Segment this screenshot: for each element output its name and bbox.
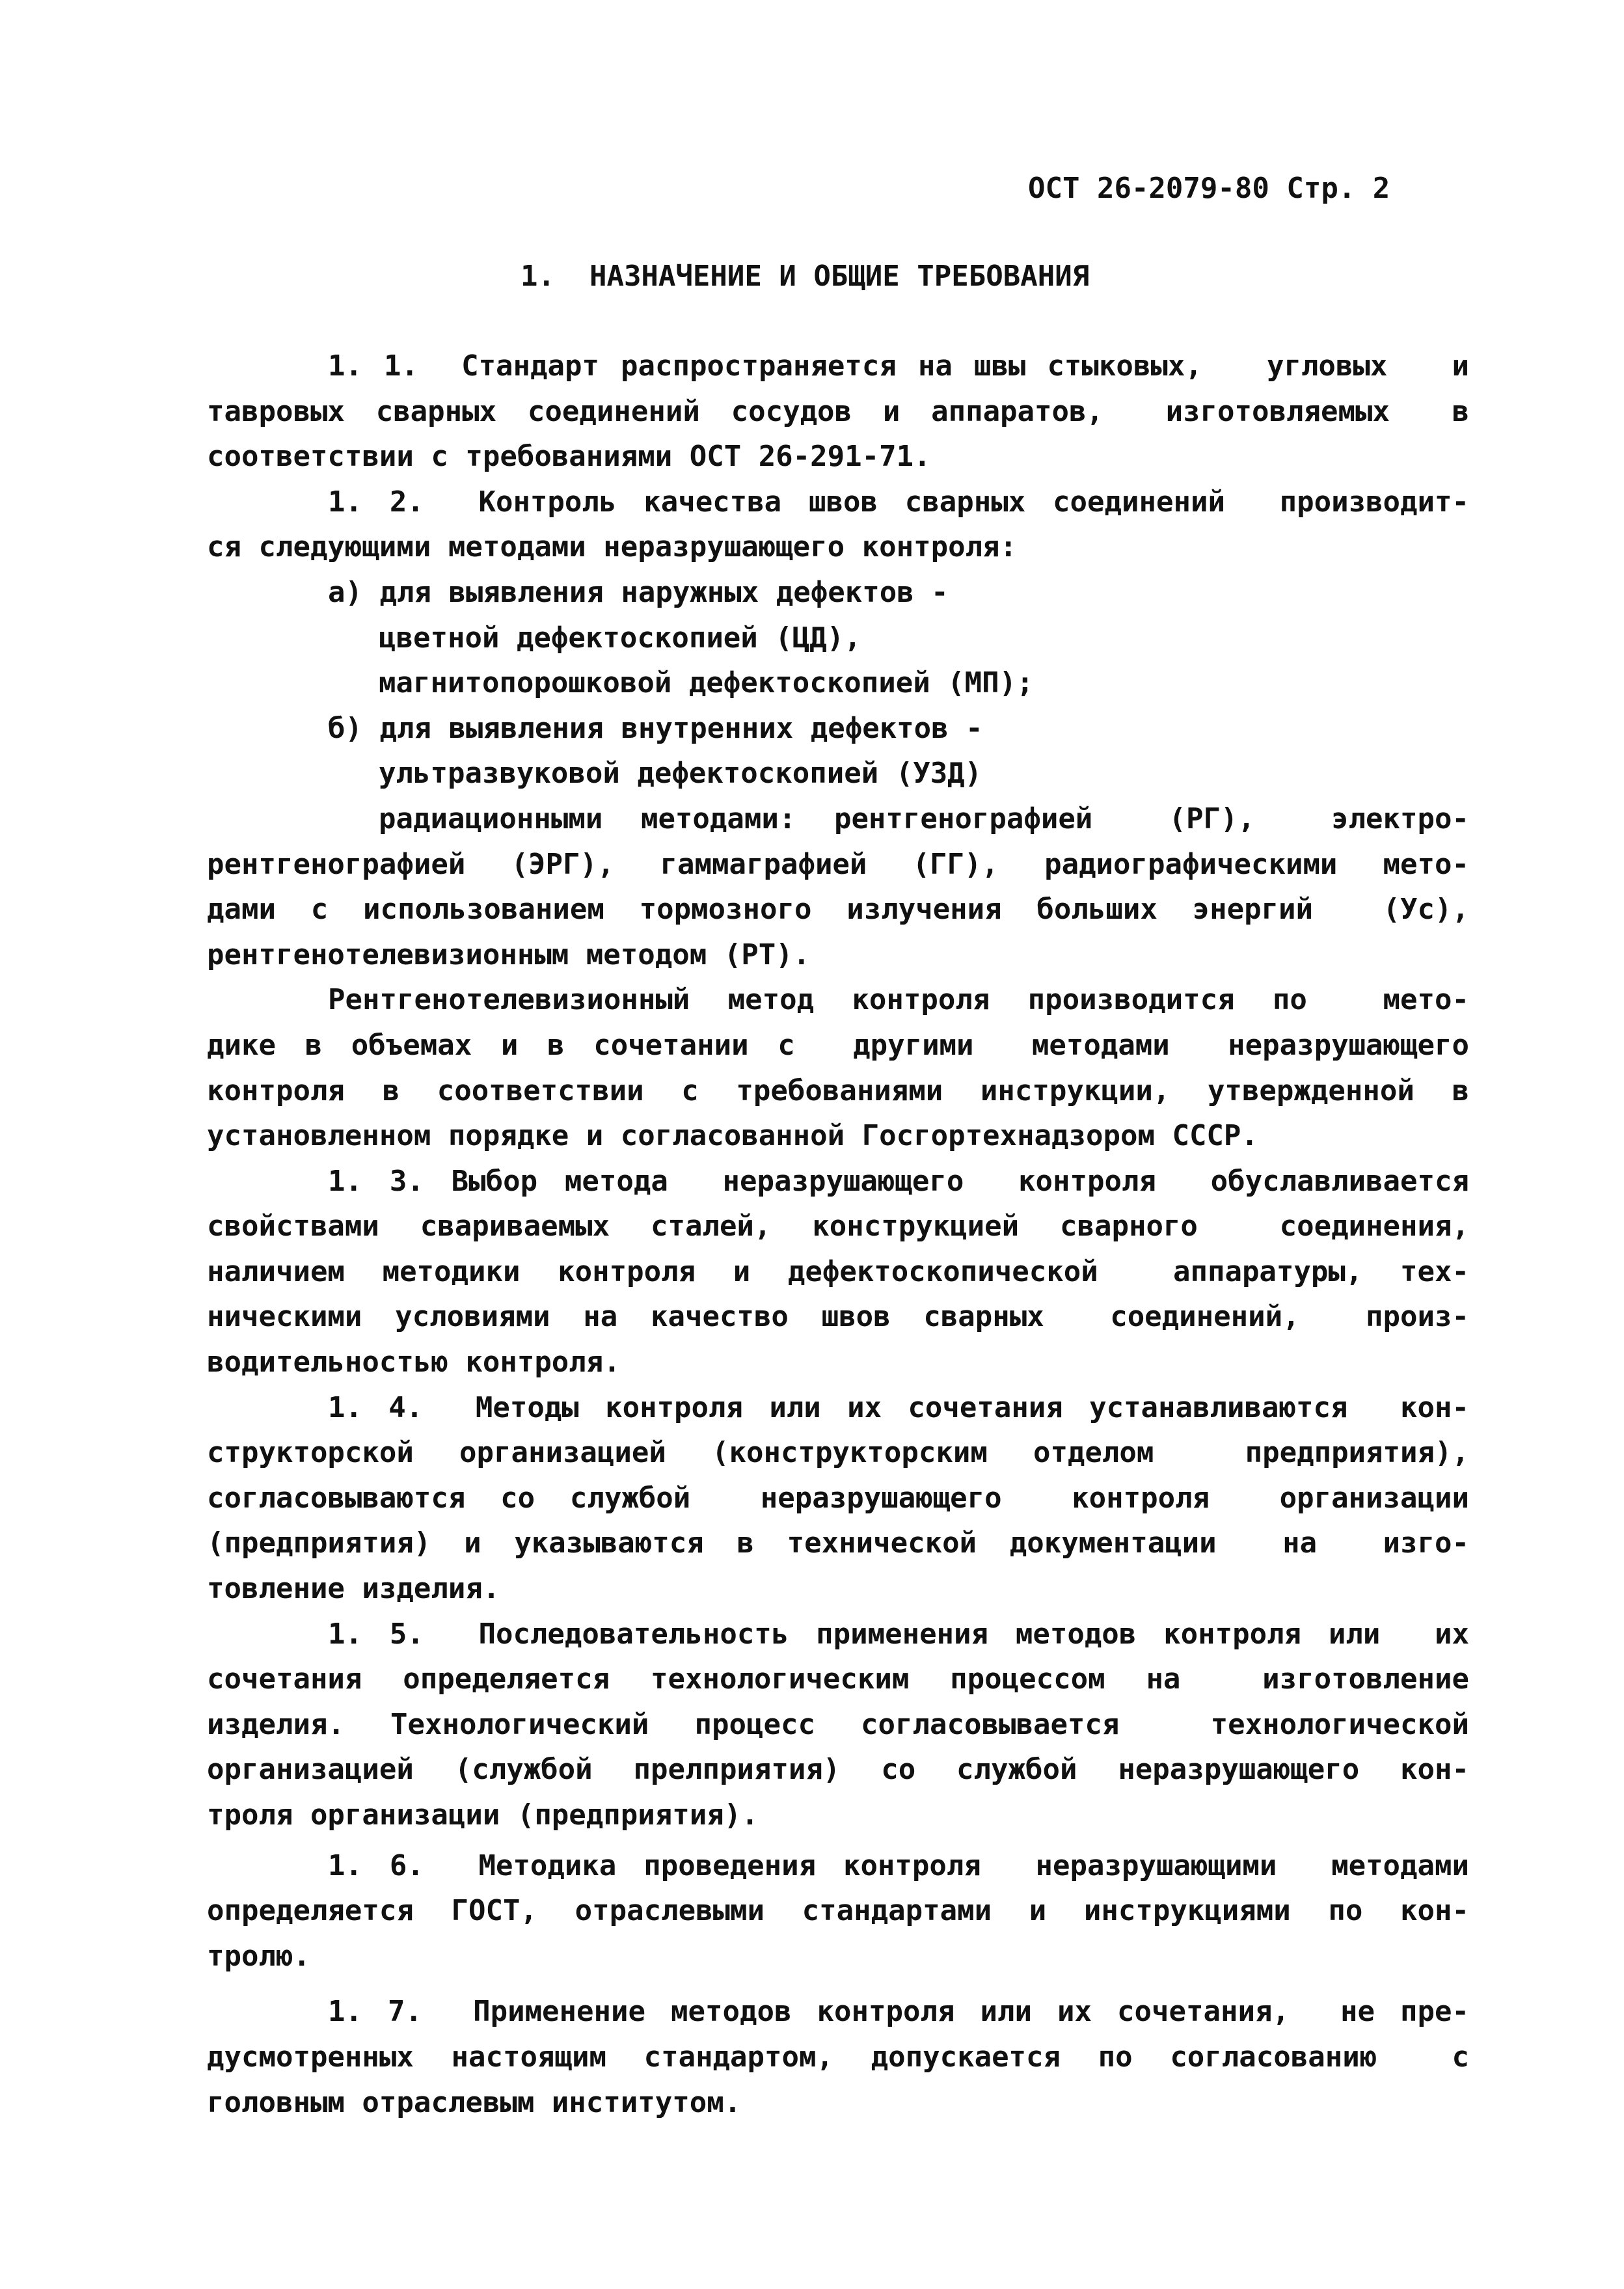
text-line: 1. 5. Последовательность применения методов контроля или их [328,1617,1469,1651]
text-line: 1. 6. Методика проведения контроля неразрушающими методами [328,1849,1469,1882]
text-line: сочетания определяется технологическим процессом на изготовление [207,1662,1469,1696]
text-line: ся следующими методами неразрушающего контроля: [207,530,1018,564]
text-line: радиационными методами: рентгенографией (РГ), электро- [379,802,1469,835]
text-line: контроля в соответствии с требованиями инструкции, утвержденной в [207,1074,1469,1107]
text-line: рентгенографией (ЭРГ), гаммаграфией (ГГ), радиографическими мето- [207,847,1469,881]
text-line: водительностью контроля. [207,1346,621,1379]
text-line: свойствами свариваемых сталей, конструкцией сварного соединения, [207,1210,1469,1243]
document-header: ОСТ 26-2079-80 Стр. 2 [1028,172,1390,205]
text-line: головным отраслевым институтом. [207,2085,742,2119]
text-line: цветной дефектоскопией (ЦД), [379,621,861,655]
text-line: тролю. [207,1939,310,1973]
text-line: изделия. Технологический процесс согласовывается технологической [207,1707,1469,1741]
text-line: товление изделия. [207,1572,500,1606]
text-line: (предприятия) и указываются в технической документации на изго- [207,1526,1469,1560]
section-title: 1. НАЗНАЧЕНИЕ И ОБЩИЕ ТРЕБОВАНИЯ [521,260,1090,293]
text-line: 1. 4. Методы контроля или их сочетания устанавливаются кон- [328,1390,1469,1424]
text-line: 1. 7. Применение методов контроля или их сочетания, не пре- [328,1995,1469,2029]
text-line: наличием методики контроля и дефектоскопической аппаратуры, тех- [207,1254,1469,1288]
text-line: организацией (службой прелприятия) со службой неразрушающего кон- [207,1753,1469,1787]
document-body [207,344,1469,2125]
text-line: ультразвуковой дефектоскопией (УЗД) [379,757,982,791]
text-line: 1. 2. Контроль качества швов сварных соединений производит- [328,485,1469,519]
text-line: Рентгенотелевизионный метод контроля производится по мето- [328,983,1469,1017]
text-line: дусмотренных настоящим стандартом, допускается по согласованию с [207,2040,1469,2074]
text-line: соответствии с требованиями ОСТ 26-291-71. [207,440,931,474]
text-line: согласовываются со службой неразрушающего контроля организации [207,1481,1469,1515]
text-line: структорской организацией (конструкторским отделом предприятия), [207,1436,1469,1470]
text-line: определяется ГОСТ, отраслевыми стандартами и инструкциями по кон- [207,1894,1469,1928]
text-line: б) для выявления внутренних дефектов - [328,711,983,745]
text-line: ническими условиями на качество швов сварных соединений, произ- [207,1300,1469,1334]
text-line: 1. 3. Выбор метода неразрушающего контроля обуславливается [328,1164,1469,1198]
text-line: установленном порядке и согласованной Госгортехнадзором СССР. [207,1119,1258,1153]
text-line: 1. 1. Стандарт распространяется на швы стыковых, угловых и [328,349,1469,383]
text-line: тавровых сварных соединений сосудов и аппаратов, изготовляемых в [207,394,1469,428]
text-line: рентгенотелевизионным методом (РТ). [207,938,811,971]
text-line: троля организации (предприятия). [207,1798,759,1832]
text-line: дике в объемах и в сочетании с другими методами неразрушающего [207,1028,1469,1062]
text-line: дами с использованием тормозного излучения больших энергий (Ус), [207,893,1469,927]
text-line: а) для выявления наружных дефектов - [328,575,949,609]
text-line: магнитопорошковой дефектоскопией (МП); [379,666,1034,700]
